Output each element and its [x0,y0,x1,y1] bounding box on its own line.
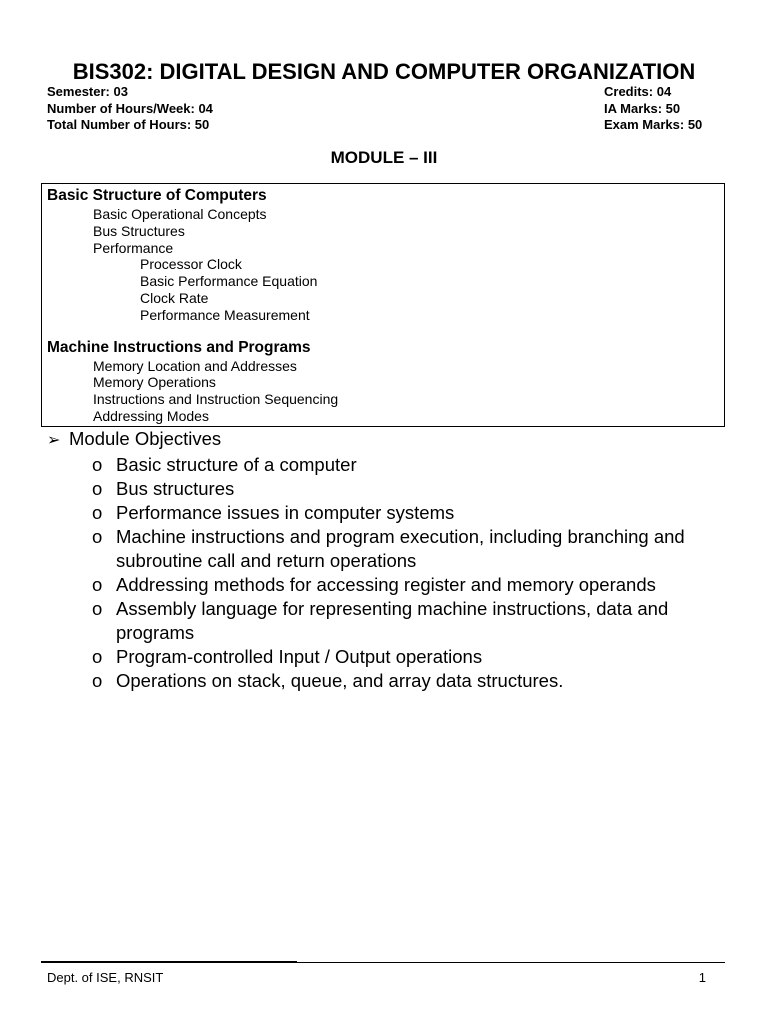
semester-label: Semester: 03 [47,84,128,99]
topic-item: Addressing Modes [93,407,209,424]
circle-bullet-icon: o [92,646,103,667]
objective-item [47,477,737,501]
circle-bullet-icon: o [92,454,103,475]
circle-bullet-icon: o [92,598,103,619]
topic-item: Bus Structures [93,222,185,239]
objectives-heading [47,428,737,452]
syllabus-box [41,183,725,427]
objectives-list [47,453,737,693]
circle-bullet-icon: o [92,574,103,595]
module-objectives [47,428,737,693]
topic-item: Instructions and Instruction Sequencing [93,391,339,408]
course-meta-right [604,84,702,134]
subtopic-item: Basic Performance Equation [140,273,318,290]
page-number: 1 [698,970,706,985]
objective-text: Assembly language for representing machine instructions, data and programs [116,598,669,643]
course-meta-left [47,84,213,134]
objective-item [47,645,737,669]
subtopic-item: Clock Rate [140,289,209,306]
objective-text: Addressing methods for accessing register and memory operands [116,574,656,595]
objective-item [47,501,737,525]
section-title-machine-instructions: Machine Instructions and Programs [47,338,311,356]
circle-bullet-icon: o [92,502,103,523]
objective-text: Machine instructions and program execution, including branching and subroutine call and return operations [116,526,685,571]
topic-item: Performance [93,239,174,256]
objective-item [47,525,737,573]
objective-text: Basic structure of a computer [116,454,357,475]
module-heading: MODULE – III [330,148,438,167]
circle-bullet-icon: o [92,670,103,691]
topic-item: Basic Operational Concepts [93,206,267,222]
objective-item [47,453,737,477]
subtopic-item: Performance Measurement [140,306,310,323]
footer-department: Dept. of ISE, RNSIT [47,970,164,985]
section-title-basic-structure: Basic Structure of Computers [47,187,267,204]
arrow-bullet-icon: ➢ [47,432,61,449]
footer-divider [41,962,725,963]
topic-item: Memory Operations [93,374,216,391]
objective-text: Performance issues in computer systems [116,502,455,523]
objective-item [47,597,737,645]
subtopic-item: Processor Clock [140,256,242,273]
ia-marks-label: IA Marks: 50 [604,100,681,116]
hours-per-week-label: Number of Hours/Week: 04 [47,100,213,116]
credits-label: Credits: 04 [604,84,672,99]
objective-text: Operations on stack, queue, and array data structures. [116,670,564,691]
exam-marks-label: Exam Marks: 50 [604,117,703,132]
objective-item [47,573,737,597]
circle-bullet-icon: o [92,526,103,547]
objective-text: Program-controlled Input / Output operations [116,646,483,667]
circle-bullet-icon: o [92,478,103,499]
page-title: BIS302: DIGITAL DESIGN AND COMPUTER ORGANIZATION [72,59,696,84]
total-hours-label: Total Number of Hours: 50 [47,117,210,132]
section-spacer [47,324,724,338]
objectives-heading-text: Module Objectives [69,428,222,449]
objective-text: Bus structures [116,478,235,499]
topic-item: Memory Location and Addresses [93,357,297,374]
objective-item [47,669,737,693]
